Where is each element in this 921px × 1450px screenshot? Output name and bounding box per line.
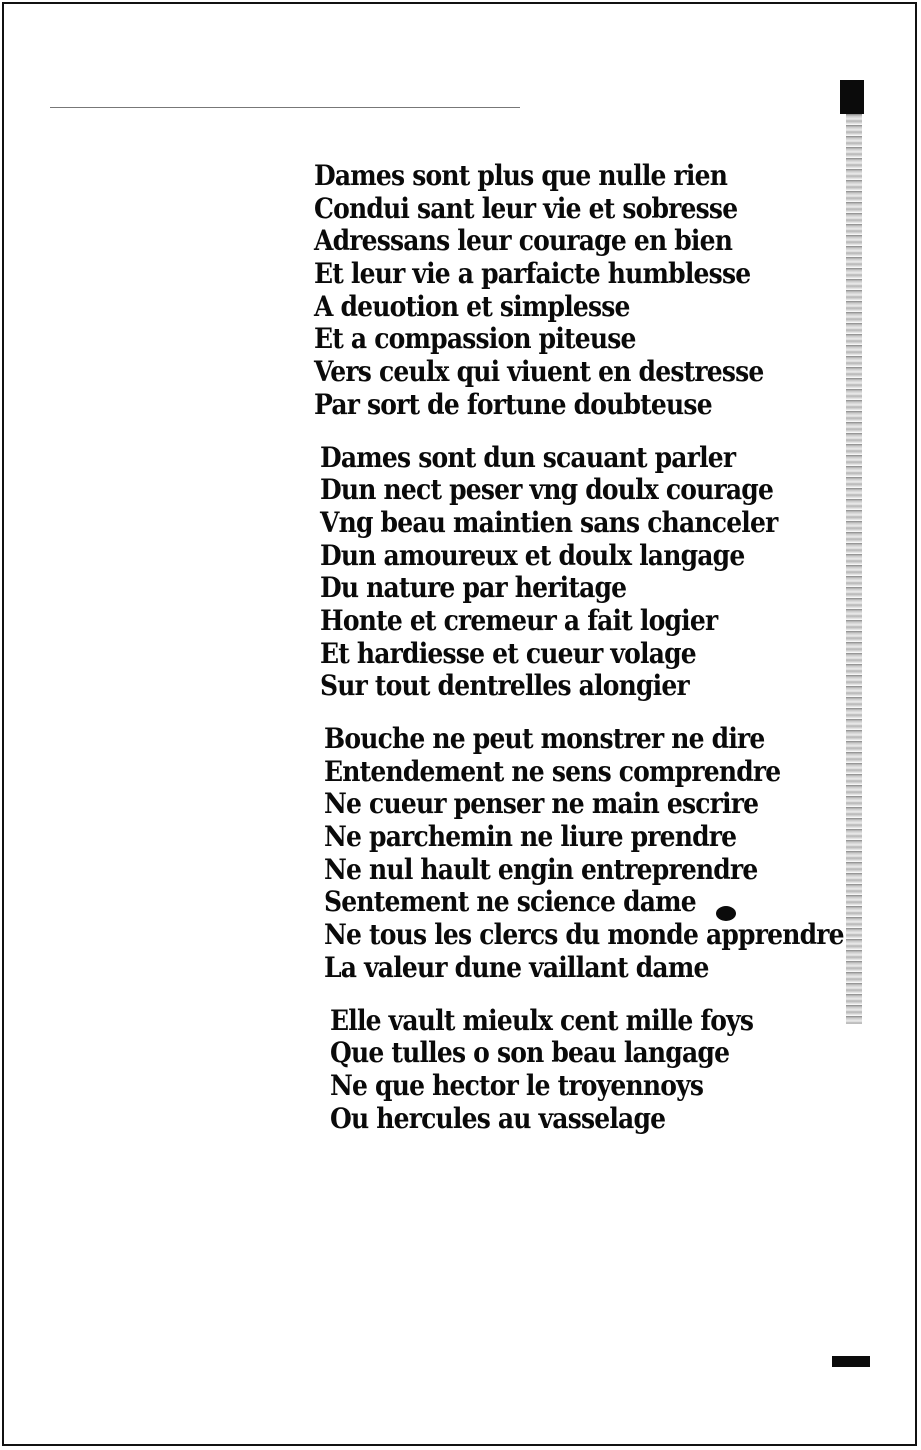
verse-line: A deuotion et simplesse [314,289,630,323]
verse-line: Honte et cremeur a fait logier [320,604,718,637]
verse-line: Sentement ne science dame [324,885,696,919]
stanza [320,442,784,704]
verse-line: Du nature par heritage [320,571,627,604]
verse-line: Condui sant leur vie et sobresse [314,191,738,225]
verse-line: Et a compassion piteuse [314,322,636,356]
verse-line: Ou hercules au vasselage [330,1101,666,1135]
verse-line: Entendement ne sens comprendre [324,754,781,788]
binding-mark [840,80,864,114]
verse-line: Et hardiesse et cueur volage [320,636,696,670]
verse-line: Dun nect peser vng doulx courage [320,473,774,506]
stanza [324,722,844,985]
verse-block [314,159,844,1135]
verse-line: Ne cueur penser ne main escrire [324,787,759,821]
verse-line: Ne que hector le troyennoys [330,1069,704,1102]
verse-line: Ne parchemin ne liure prendre [324,820,737,853]
bottom-edge-mark [832,1356,870,1367]
verse-line: Sur tout dentrelles alongier [320,669,689,702]
verse-line: Dames sont plus que nulle rien [314,159,728,192]
verse-line: Ne nul hault engin entreprendre [324,852,758,886]
verse-line: Par sort de fortune doubteuse [314,387,712,421]
verse-line: Dun amoureux et doulx langage [320,538,745,572]
verse-line: Bouche ne peut monstrer ne dire [324,722,765,755]
verse-line: Que tulles o son beau langage [330,1036,730,1069]
verse-line: Vers ceulx qui viuent en destresse [314,355,764,388]
verse-line: Ne tous les clercs du monde apprendre [324,918,844,951]
binding-edge [846,114,862,1024]
verse-line: Vng beau maintien sans chanceler [320,506,778,539]
verse-line: Et leur vie a parfaicte humblesse [314,257,751,290]
stanza [330,1005,784,1136]
verse-line: Adressans leur courage en bien [314,224,733,258]
verse-line: Dames sont dun scauant parler [320,440,736,474]
verse-line: Elle vault mieulx cent mille foys [330,1003,754,1037]
stanza [314,160,784,422]
verse-line: La valeur dune vaillant dame [324,950,709,984]
top-rule-line [50,107,520,108]
